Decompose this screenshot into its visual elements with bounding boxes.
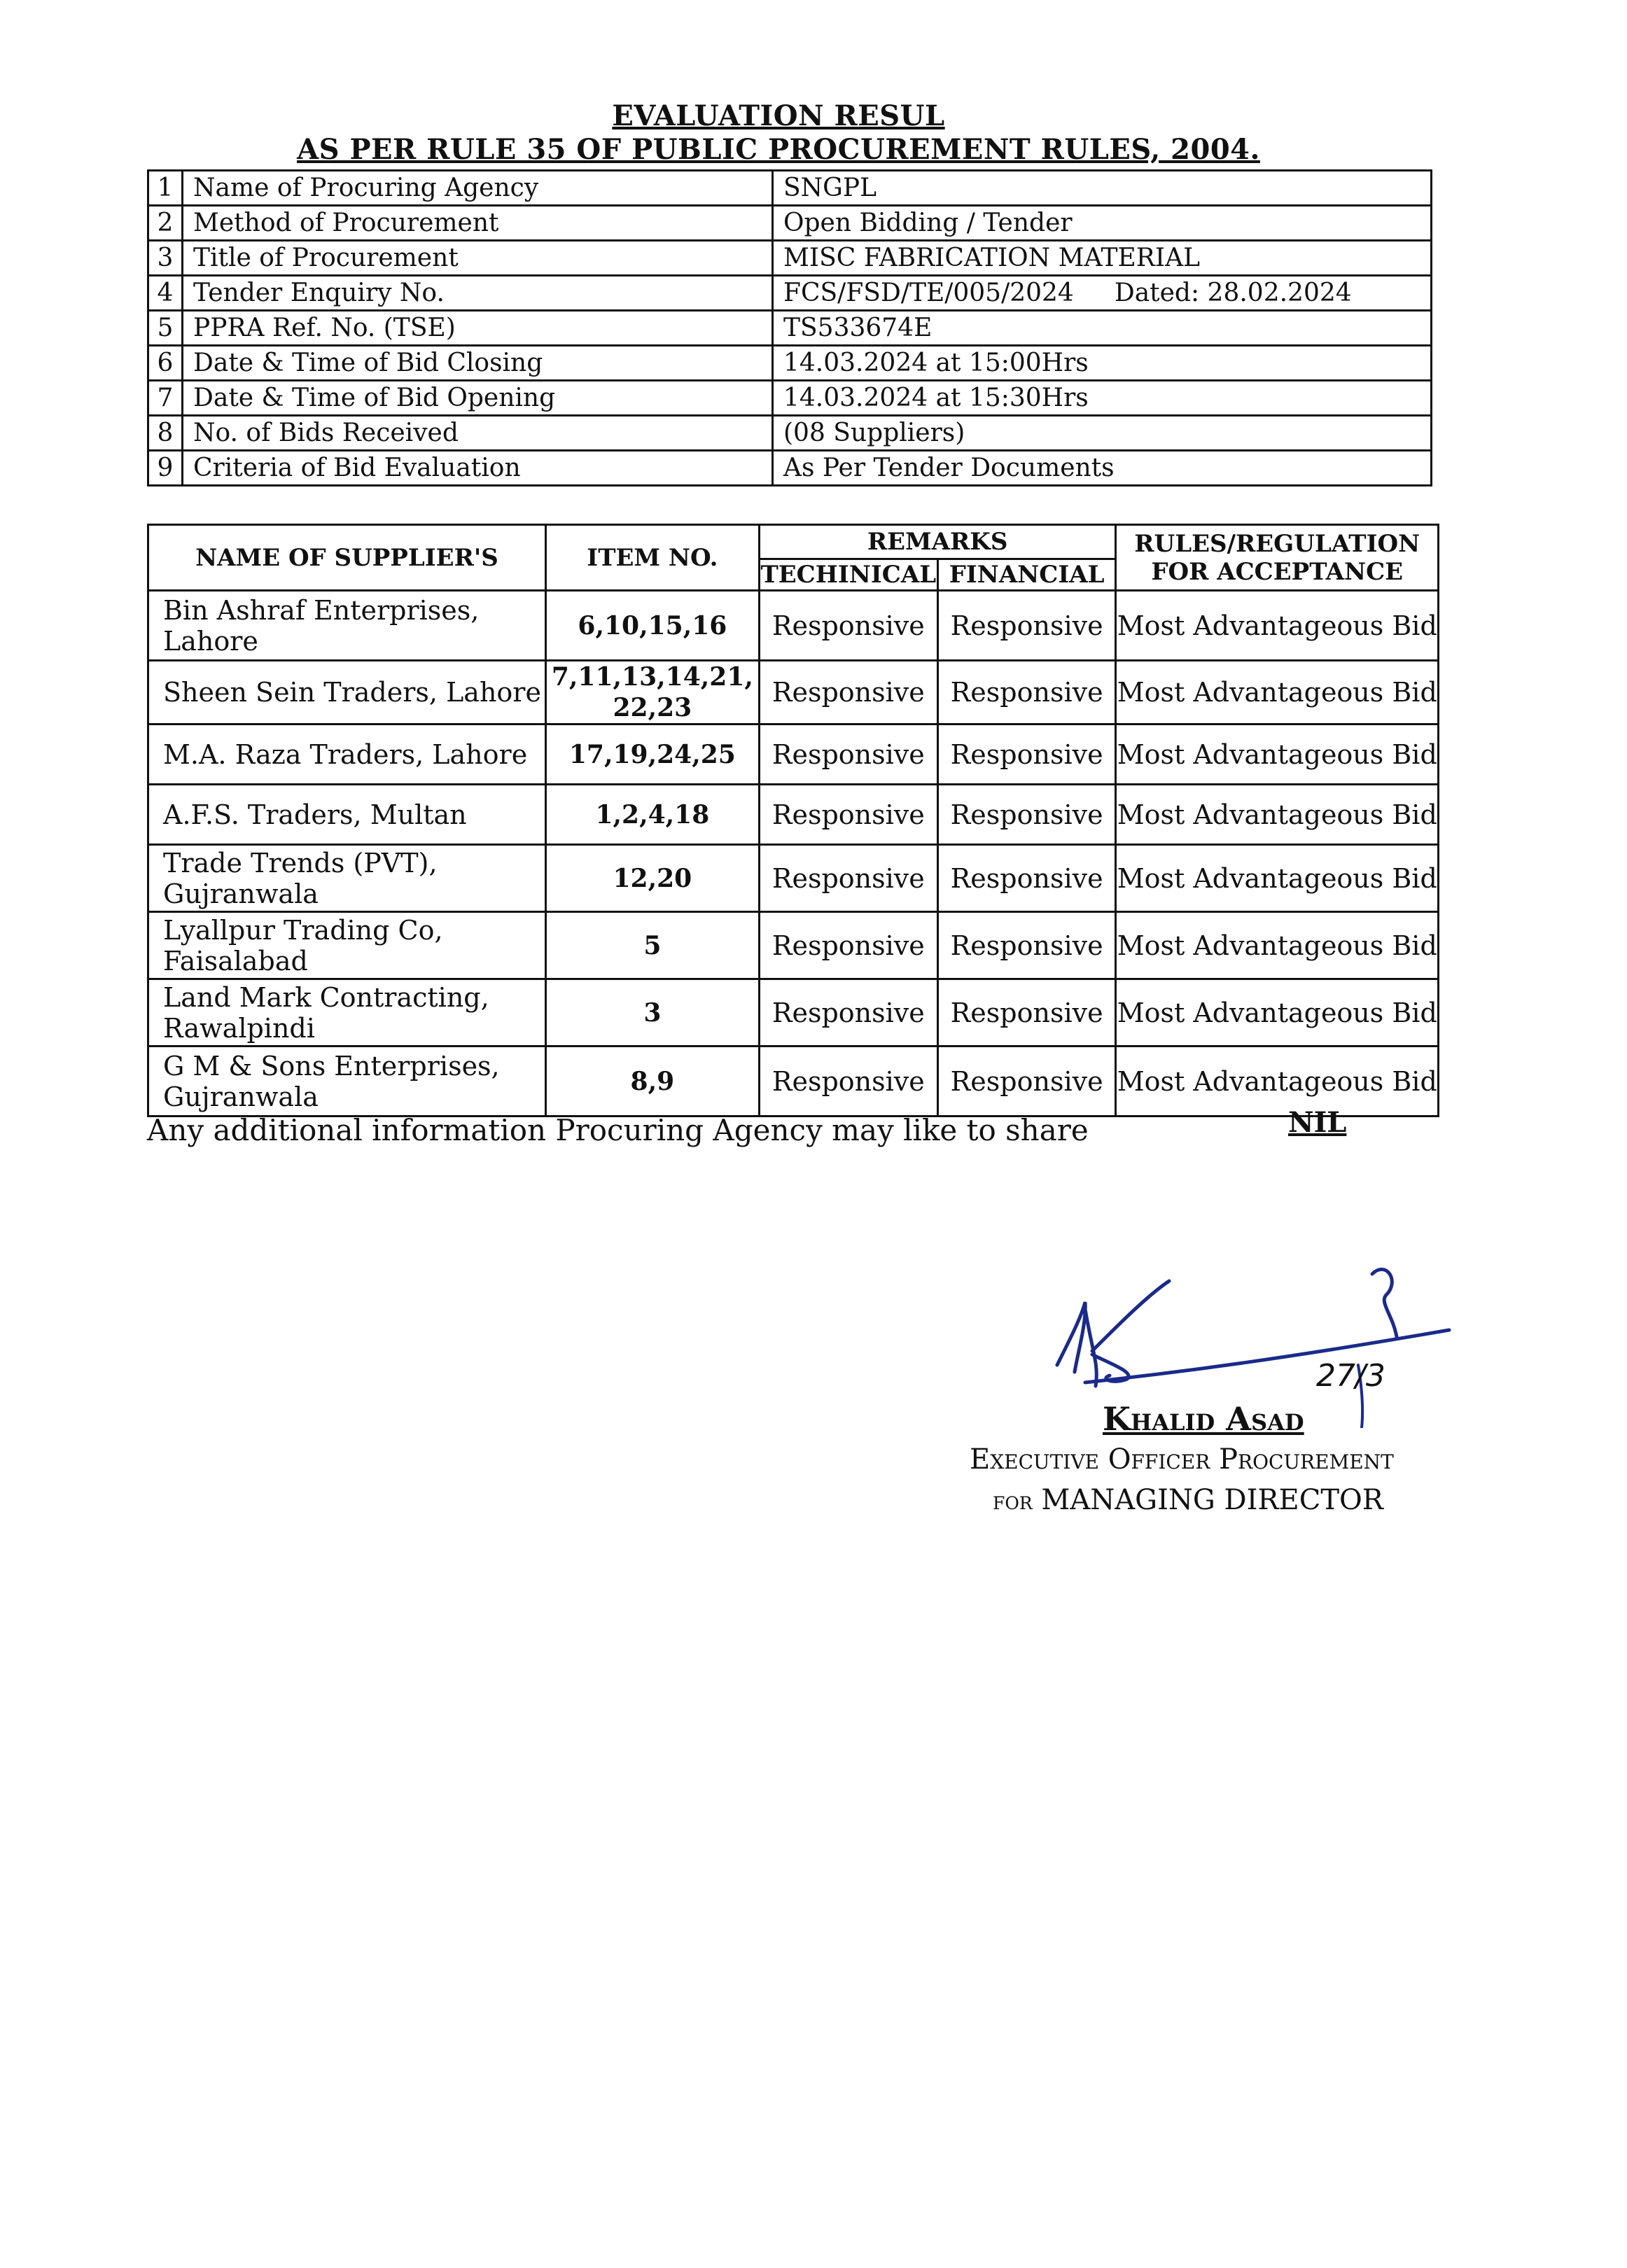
info-row-number: 2 — [148, 206, 183, 241]
signatory-name: Khalid Asad — [1103, 1400, 1304, 1438]
financial-remark: Responsive — [937, 724, 1116, 785]
supplier-row — [148, 912, 1439, 979]
supplier-row — [148, 785, 1439, 845]
header-rules-line1: RULES/REGULATION — [1134, 529, 1420, 558]
info-value-text: (08 Suppliers) — [783, 419, 965, 447]
technical-remark: Responsive — [759, 979, 937, 1046]
info-row-value — [773, 171, 1432, 206]
header-item-no: ITEM NO. — [545, 525, 759, 591]
acceptance-rule: Most Advantageous Bid — [1116, 724, 1439, 785]
technical-remark: Responsive — [759, 785, 937, 845]
technical-remark: Responsive — [759, 724, 937, 785]
header-technical: TECHINICAL — [759, 559, 937, 591]
info-value-text: FCS/FSD/TE/005/2024 — [783, 279, 1074, 307]
header-financial: FINANCIAL — [937, 559, 1116, 591]
info-row-number: 8 — [148, 416, 183, 451]
supplier-row — [148, 661, 1439, 724]
info-row-number: 3 — [148, 241, 183, 276]
additional-info-value: NIL — [1288, 1106, 1347, 1139]
document-subtitle: AS PER RULE 35 OF PUBLIC PROCUREMENT RULES, 2004. — [297, 133, 1260, 166]
info-row-number: 1 — [148, 171, 183, 206]
info-row — [148, 346, 1432, 381]
acceptance-rule: Most Advantageous Bid — [1116, 912, 1439, 979]
acceptance-rule: Most Advantageous Bid — [1116, 1046, 1439, 1116]
info-row — [148, 451, 1432, 486]
acceptance-rule: Most Advantageous Bid — [1116, 661, 1439, 724]
info-row — [148, 381, 1432, 416]
supplier-name: Sheen Sein Traders, Lahore — [148, 661, 546, 724]
info-row-label: Date & Time of Bid Opening — [183, 381, 773, 416]
supplier-row — [148, 845, 1439, 912]
supplier-evaluation-table — [147, 524, 1439, 1117]
procurement-info-table — [147, 169, 1432, 486]
info-row-number: 5 — [148, 311, 183, 346]
header-rules-line2: FOR ACCEPTANCE — [1151, 557, 1404, 586]
info-row-number: 9 — [148, 451, 183, 486]
info-value-text: 14.03.2024 at 15:30Hrs — [783, 384, 1089, 412]
info-value-text: 14.03.2024 at 15:00Hrs — [783, 349, 1089, 377]
info-row-value — [773, 451, 1432, 486]
supplier-name: M.A. Raza Traders, Lahore — [148, 724, 546, 785]
financial-remark: Responsive — [937, 979, 1116, 1046]
acceptance-rule: Most Advantageous Bid — [1116, 591, 1439, 661]
supplier-row — [148, 1046, 1439, 1116]
info-row-label: No. of Bids Received — [183, 416, 773, 451]
signatory-for-prefix: for — [993, 1487, 1033, 1516]
info-row-label: Method of Procurement — [183, 206, 773, 241]
info-value-text: TS533674E — [783, 314, 933, 342]
supplier-row — [148, 724, 1439, 785]
info-row — [148, 241, 1432, 276]
additional-info-label: Any additional information Procuring Agency may like to share — [147, 1113, 1089, 1147]
info-row — [148, 416, 1432, 451]
info-row-label: Name of Procuring Agency — [183, 171, 773, 206]
supplier-name: Land Mark Contracting, Rawalpindi — [148, 979, 546, 1046]
financial-remark: Responsive — [937, 845, 1116, 912]
info-row-value — [773, 311, 1432, 346]
info-value-text: Open Bidding / Tender — [783, 209, 1073, 237]
info-row-label: Criteria of Bid Evaluation — [183, 451, 773, 486]
supplier-name: Bin Ashraf Enterprises, Lahore — [148, 591, 546, 661]
supplier-item-numbers: 12,20 — [545, 845, 759, 912]
info-row-number: 4 — [148, 276, 183, 311]
signatory-for-line — [993, 1484, 1383, 1516]
info-row — [148, 276, 1432, 311]
technical-remark: Responsive — [759, 845, 937, 912]
info-row-value — [773, 416, 1432, 451]
info-row-value — [773, 206, 1432, 241]
signatory-title: Executive Officer Procurement — [970, 1443, 1394, 1476]
supplier-item-numbers: 5 — [545, 912, 759, 979]
supplier-row — [148, 591, 1439, 661]
info-row-value — [773, 241, 1432, 276]
supplier-item-numbers: 1,2,4,18 — [545, 785, 759, 845]
header-remarks: REMARKS — [759, 525, 1116, 559]
info-row-number: 7 — [148, 381, 183, 416]
info-row-value — [773, 381, 1432, 416]
acceptance-rule: Most Advantageous Bid — [1116, 785, 1439, 845]
financial-remark: Responsive — [937, 661, 1116, 724]
financial-remark: Responsive — [937, 785, 1116, 845]
supplier-item-numbers: 6,10,15,16 — [545, 591, 759, 661]
info-row-number: 6 — [148, 346, 183, 381]
info-value-dated: Dated: 28.02.2024 — [1114, 279, 1352, 307]
document-title: EVALUATION RESUL — [612, 99, 945, 132]
info-value-text: As Per Tender Documents — [783, 454, 1115, 482]
info-row — [148, 311, 1432, 346]
supplier-item-numbers: 7,11,13,14,21, 22,23 — [545, 661, 759, 724]
supplier-name: A.F.S. Traders, Multan — [148, 785, 546, 845]
supplier-item-numbers: 8,9 — [545, 1046, 759, 1116]
info-row — [148, 171, 1432, 206]
header-rules-regulation — [1116, 525, 1439, 591]
info-row-label: Title of Procurement — [183, 241, 773, 276]
supplier-name: Trade Trends (PVT), Gujranwala — [148, 845, 546, 912]
technical-remark: Responsive — [759, 1046, 937, 1116]
technical-remark: Responsive — [759, 591, 937, 661]
supplier-name: G M & Sons Enterprises, Gujranwala — [148, 1046, 546, 1116]
acceptance-rule: Most Advantageous Bid — [1116, 845, 1439, 912]
signature-date-note: 27/3 — [1316, 1358, 1385, 1394]
info-row-value — [773, 346, 1432, 381]
info-value-text: SNGPL — [783, 174, 877, 202]
info-row-label: Tender Enquiry No. — [183, 276, 773, 311]
supplier-item-numbers: 3 — [545, 979, 759, 1046]
supplier-name: Lyallpur Trading Co, Faisalabad — [148, 912, 546, 979]
info-row-label: PPRA Ref. No. (TSE) — [183, 311, 773, 346]
technical-remark: Responsive — [759, 661, 937, 724]
technical-remark: Responsive — [759, 912, 937, 979]
supplier-item-numbers: 17,19,24,25 — [545, 724, 759, 785]
info-row-value — [773, 276, 1432, 311]
info-value-text: MISC FABRICATION MATERIAL — [783, 244, 1201, 272]
acceptance-rule: Most Advantageous Bid — [1116, 979, 1439, 1046]
supplier-row — [148, 979, 1439, 1046]
financial-remark: Responsive — [937, 912, 1116, 979]
info-row-label: Date & Time of Bid Closing — [183, 346, 773, 381]
info-row — [148, 206, 1432, 241]
signatory-for-text: MANAGING DIRECTOR — [1041, 1484, 1383, 1516]
financial-remark: Responsive — [937, 591, 1116, 661]
header-supplier-name: NAME OF SUPPLIER'S — [148, 525, 546, 591]
financial-remark: Responsive — [937, 1046, 1116, 1116]
